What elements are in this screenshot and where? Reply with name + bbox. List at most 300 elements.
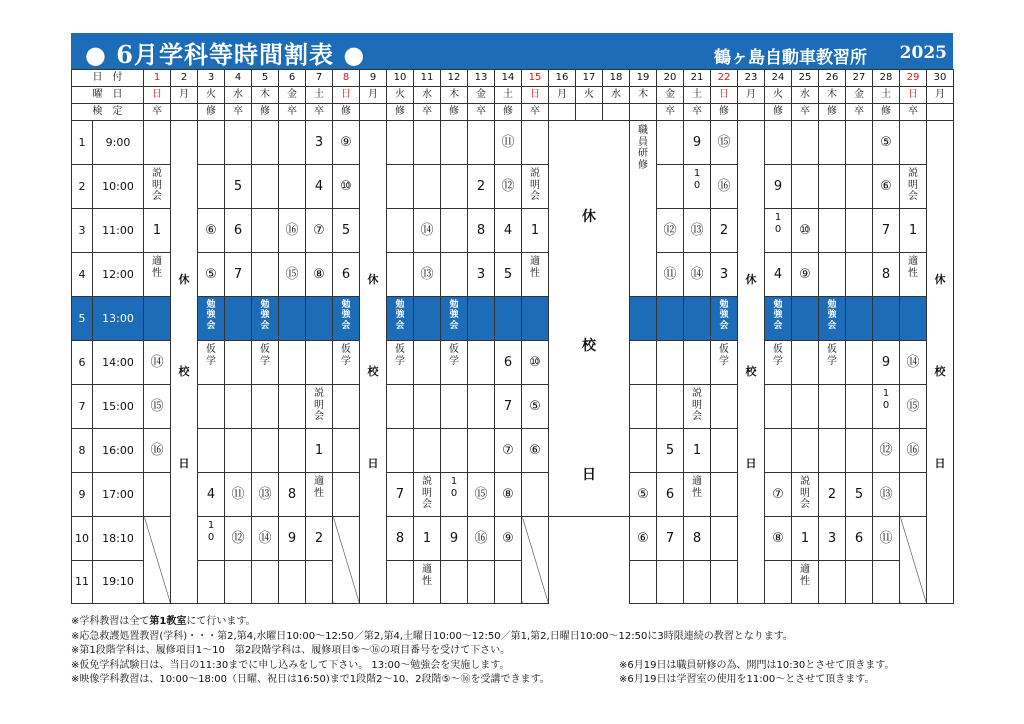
closed-day-30 xyxy=(927,121,954,604)
lesson-cell xyxy=(522,473,549,517)
timetable-page xyxy=(71,33,953,604)
lesson-label: 仮学 xyxy=(449,344,459,367)
lesson-cell xyxy=(873,209,900,253)
period-number: 9 xyxy=(72,473,93,517)
weekdays-cell: 火 xyxy=(576,87,603,104)
closed-label: 校 xyxy=(745,364,757,378)
lesson-label: 説明会 xyxy=(908,168,918,202)
lesson-cell xyxy=(279,429,306,473)
weekdays-cell: 土 xyxy=(873,87,900,104)
lesson-cell xyxy=(819,341,846,385)
lesson-cell xyxy=(495,297,522,341)
lesson-cell xyxy=(819,253,846,297)
lesson-label: 4 xyxy=(314,178,324,194)
lesson-cell xyxy=(819,517,846,561)
lesson-cell xyxy=(333,165,360,209)
lesson-cell xyxy=(657,429,684,473)
lesson-label: ⑩ xyxy=(529,354,541,370)
lesson-cell xyxy=(846,341,873,385)
period-row xyxy=(72,561,954,604)
lesson-cell xyxy=(711,473,738,517)
dates-cell: 11 xyxy=(414,70,441,87)
weekdays-cell: 水 xyxy=(414,87,441,104)
exams-cell: 修 xyxy=(387,104,414,121)
lesson-cell xyxy=(441,165,468,209)
lesson-label: ⑮ xyxy=(285,266,299,282)
period-time: 11:00 xyxy=(93,209,144,253)
dates-cell: 1 xyxy=(144,70,171,87)
dates-cell: 27 xyxy=(846,70,873,87)
lesson-label: 3 xyxy=(827,530,837,546)
closed-label: 休 xyxy=(367,272,379,286)
lesson-cell xyxy=(468,121,495,165)
lesson-label: 勉強会 xyxy=(206,300,216,331)
exams-cell: 修 xyxy=(765,104,792,121)
lesson-cell xyxy=(657,165,684,209)
lesson-label: 適性 xyxy=(530,256,540,279)
lesson-cell xyxy=(873,561,900,604)
title-bar xyxy=(71,33,953,69)
lesson-cell xyxy=(441,209,468,253)
lesson-label: 説明会 xyxy=(800,476,810,510)
weekdays-cell: 木 xyxy=(819,87,846,104)
lesson-label: ⑭ xyxy=(258,530,272,546)
lesson-cell xyxy=(846,165,873,209)
lesson-cell xyxy=(900,209,927,253)
lesson-cell xyxy=(468,341,495,385)
lesson-cell xyxy=(306,517,333,561)
lesson-cell xyxy=(495,429,522,473)
dates-cell: 3 xyxy=(198,70,225,87)
lesson-label: ⑬ xyxy=(879,486,893,502)
lesson-cell xyxy=(441,297,468,341)
lesson-label: ⑥ xyxy=(529,442,541,458)
lesson-label: 5 xyxy=(503,266,513,282)
lesson-cell xyxy=(711,561,738,604)
lesson-label: 仮学 xyxy=(719,344,729,367)
lesson-cell xyxy=(765,341,792,385)
dates-cell: 20 xyxy=(657,70,684,87)
lesson-cell xyxy=(387,385,414,429)
closed-label: 校 xyxy=(178,364,190,378)
dates-cell: 9 xyxy=(360,70,387,87)
note-staff-training: ※6月19日は職員研修の為、開門は10:30とさせて頂きます。 xyxy=(619,659,895,671)
dates-cell: 12 xyxy=(441,70,468,87)
lesson-label: 勉強会 xyxy=(827,300,837,331)
lesson-cell xyxy=(495,385,522,429)
lesson-cell xyxy=(225,385,252,429)
lesson-label: 7 xyxy=(503,398,513,414)
lesson-cell xyxy=(684,385,711,429)
lesson-label: ⑭ xyxy=(906,354,920,370)
lesson-label: ⑧ xyxy=(772,530,784,546)
lesson-cell xyxy=(252,473,279,517)
closed-label: 日 xyxy=(934,456,946,470)
lesson-label: ⑤ xyxy=(637,486,649,502)
exams-cell xyxy=(603,104,630,121)
weekdays-cell: 木 xyxy=(630,87,657,104)
lesson-label: ⑧ xyxy=(502,486,514,502)
lesson-cell xyxy=(900,473,927,517)
lesson-cell xyxy=(711,297,738,341)
lesson-label: 仮学 xyxy=(395,344,405,367)
staff-training-label: 職員研修 xyxy=(638,125,648,171)
lesson-label: ⑮ xyxy=(906,398,920,414)
lesson-cell xyxy=(819,209,846,253)
lesson-label: 1 xyxy=(692,442,702,458)
lesson-cell xyxy=(198,473,225,517)
weekdays-cell: 月 xyxy=(549,87,576,104)
lesson-cell xyxy=(252,561,279,604)
staff-training-cell xyxy=(630,121,657,297)
period-row xyxy=(72,341,954,385)
period-time: 18:10 xyxy=(93,517,144,561)
lesson-cell xyxy=(657,561,684,604)
lesson-cell xyxy=(252,209,279,253)
lesson-cell xyxy=(198,165,225,209)
lesson-cell xyxy=(225,121,252,165)
lesson-cell xyxy=(225,517,252,561)
lesson-cell xyxy=(279,517,306,561)
lesson-cell xyxy=(387,429,414,473)
note-video: ※映像学科教習は、10:00～18:00（日曜、祝日は16:50)まで1段階2～10、2段階⑤～⑯を受講できます。 ※6月19日は学習室の使用を11:00～とさせて頂きます。 xyxy=(71,673,793,688)
dates-cell: 6 xyxy=(279,70,306,87)
period-time: 10:00 xyxy=(93,165,144,209)
lesson-label: ⑩ xyxy=(799,222,811,238)
lesson-cell xyxy=(522,209,549,253)
lesson-cell xyxy=(495,473,522,517)
lesson-cell xyxy=(711,209,738,253)
lesson-cell xyxy=(522,341,549,385)
dates-cell: 13 xyxy=(468,70,495,87)
weekdays-cell: 金 xyxy=(468,87,495,104)
lesson-cell xyxy=(414,341,441,385)
lesson-cell xyxy=(846,561,873,604)
weekdays-cell: 金 xyxy=(657,87,684,104)
lesson-cell xyxy=(414,209,441,253)
lesson-cell xyxy=(144,121,171,165)
lesson-cell xyxy=(765,561,792,604)
note-study-room: ※6月19日は学習室の使用を11:00～とさせて頂きます。 xyxy=(619,674,875,686)
lesson-cell xyxy=(495,341,522,385)
lesson-cell xyxy=(306,429,333,473)
lesson-label: 仮学 xyxy=(773,344,783,367)
lesson-label: 7 xyxy=(395,486,405,502)
lesson-label: 3 xyxy=(476,266,486,282)
exams-cell xyxy=(171,104,198,121)
lesson-label: 8 xyxy=(395,530,405,546)
lesson-cell xyxy=(684,341,711,385)
lesson-cell xyxy=(198,341,225,385)
lesson-cell xyxy=(873,517,900,561)
lesson-label: 仮学 xyxy=(827,344,837,367)
lesson-label: ⑫ xyxy=(231,530,245,546)
dates-cell: 16 xyxy=(549,70,576,87)
date-row xyxy=(72,70,954,87)
lesson-cell xyxy=(900,121,927,165)
lesson-cell xyxy=(873,297,900,341)
closed-day-2 xyxy=(171,121,198,604)
lesson-cell xyxy=(684,561,711,604)
lesson-label: 仮学 xyxy=(341,344,351,367)
lesson-cell xyxy=(144,385,171,429)
lesson-label: 適性 xyxy=(908,256,918,279)
lesson-label: 9 xyxy=(449,530,459,546)
closed-block xyxy=(549,121,630,517)
period-time: 16:00 xyxy=(93,429,144,473)
lesson-label: 10 xyxy=(450,476,458,499)
exams-cell xyxy=(630,104,657,121)
lesson-label: 3 xyxy=(719,266,729,282)
lesson-cell xyxy=(468,297,495,341)
lesson-cell xyxy=(414,429,441,473)
exams-cell: 修 xyxy=(495,104,522,121)
lesson-cell xyxy=(225,165,252,209)
lesson-cell xyxy=(468,253,495,297)
lesson-cell xyxy=(765,209,792,253)
lesson-cell xyxy=(144,165,171,209)
lesson-cell xyxy=(495,209,522,253)
lesson-label: 2 xyxy=(827,486,837,502)
lesson-cell xyxy=(414,165,441,209)
lesson-cell xyxy=(468,517,495,561)
period-number: 2 xyxy=(72,165,93,209)
lesson-cell xyxy=(306,341,333,385)
lesson-label: ⑥ xyxy=(205,222,217,238)
lesson-label: 勉強会 xyxy=(341,300,351,331)
lesson-cell xyxy=(657,385,684,429)
lesson-cell xyxy=(441,341,468,385)
lesson-label: 適性 xyxy=(422,564,432,587)
period-number: 6 xyxy=(72,341,93,385)
exams-cell: 卒 xyxy=(144,104,171,121)
lesson-cell xyxy=(198,297,225,341)
lesson-cell xyxy=(495,121,522,165)
dates-cell: 23 xyxy=(738,70,765,87)
lesson-cell xyxy=(225,253,252,297)
lesson-cell xyxy=(198,253,225,297)
lesson-cell xyxy=(279,165,306,209)
dates-cell: 10 xyxy=(387,70,414,87)
lesson-label: 5 xyxy=(665,442,675,458)
weekdays-cell: 土 xyxy=(684,87,711,104)
closed-label: 校 xyxy=(582,337,596,354)
lesson-label: 適性 xyxy=(800,564,810,587)
period-time: 12:00 xyxy=(93,253,144,297)
exams-cell: 卒 xyxy=(900,104,927,121)
lesson-label: ⑤ xyxy=(880,134,892,150)
lesson-cell xyxy=(657,209,684,253)
lesson-label: 説明会 xyxy=(422,476,432,510)
lesson-cell xyxy=(144,341,171,385)
weekday-row xyxy=(72,87,954,104)
note-stages: ※第1段階学科は、履修項目1～10 第2段階学科は、履修項目⑤～⑯の項目番号を受けて下さい。 xyxy=(71,645,511,657)
lesson-cell xyxy=(441,253,468,297)
lesson-label: ⑦ xyxy=(313,222,325,238)
closed-label: 休 xyxy=(934,272,946,286)
lesson-cell xyxy=(144,253,171,297)
exams-cell: 卒 xyxy=(792,104,819,121)
lesson-cell xyxy=(495,253,522,297)
row-label-exam: 検 定 xyxy=(72,104,144,121)
weekdays-cell: 金 xyxy=(279,87,306,104)
lesson-cell xyxy=(900,341,927,385)
lesson-cell xyxy=(765,297,792,341)
lesson-cell xyxy=(225,561,252,604)
lesson-cell xyxy=(684,297,711,341)
lesson-cell xyxy=(873,121,900,165)
lesson-cell xyxy=(468,209,495,253)
lesson-cell xyxy=(630,517,657,561)
lesson-cell xyxy=(279,209,306,253)
lesson-label: 4 xyxy=(503,222,513,238)
weekdays-cell: 日 xyxy=(711,87,738,104)
lesson-cell xyxy=(846,385,873,429)
lesson-cell xyxy=(792,341,819,385)
lesson-cell xyxy=(684,429,711,473)
lesson-cell xyxy=(144,429,171,473)
lesson-cell xyxy=(819,429,846,473)
lesson-cell xyxy=(252,253,279,297)
weekdays-cell: 土 xyxy=(306,87,333,104)
lesson-cell xyxy=(333,473,360,517)
lesson-cell xyxy=(711,385,738,429)
lesson-label: ⑩ xyxy=(340,178,352,194)
dates-cell: 28 xyxy=(873,70,900,87)
lesson-cell xyxy=(792,385,819,429)
lesson-cell xyxy=(765,253,792,297)
closed-label: 校 xyxy=(934,364,946,378)
lesson-label: 6 xyxy=(503,354,513,370)
lesson-cell xyxy=(792,561,819,604)
lesson-label: ⑨ xyxy=(502,530,514,546)
period-row xyxy=(72,297,954,341)
lesson-label: 1 xyxy=(800,530,810,546)
lesson-label: 3 xyxy=(314,134,324,150)
lesson-cell xyxy=(792,517,819,561)
lesson-label: ⑬ xyxy=(258,486,272,502)
lesson-label: 適性 xyxy=(152,256,162,279)
period-number: 5 xyxy=(72,297,93,341)
lesson-label: ⑯ xyxy=(717,178,731,194)
period-number: 11 xyxy=(72,561,93,604)
lesson-cell xyxy=(468,165,495,209)
lesson-cell xyxy=(873,473,900,517)
closed-label: 日 xyxy=(745,456,757,470)
lesson-cell xyxy=(765,121,792,165)
page-title: ● 6月学科等時間割表 ● xyxy=(85,40,366,69)
lesson-cell xyxy=(279,385,306,429)
lesson-cell xyxy=(198,209,225,253)
school-name: 鶴ヶ島自動車教習所 xyxy=(714,48,867,68)
exams-cell xyxy=(738,104,765,121)
lesson-cell xyxy=(657,341,684,385)
lesson-label: 9 xyxy=(287,530,297,546)
lesson-cell xyxy=(387,473,414,517)
lesson-cell xyxy=(792,253,819,297)
dates-cell: 25 xyxy=(792,70,819,87)
lesson-cell xyxy=(225,297,252,341)
lesson-label: ⑮ xyxy=(150,398,164,414)
closed-label: 校 xyxy=(367,364,379,378)
exams-cell: 卒 xyxy=(846,104,873,121)
closed-label: 日 xyxy=(582,466,596,483)
lesson-cell xyxy=(684,121,711,165)
lesson-cell xyxy=(306,253,333,297)
lesson-cell xyxy=(522,297,549,341)
lesson-cell xyxy=(387,121,414,165)
lesson-label: 適性 xyxy=(692,476,702,499)
lesson-label: ⑥ xyxy=(880,178,892,194)
lesson-cell xyxy=(333,429,360,473)
lesson-cell xyxy=(306,209,333,253)
lesson-label: 仮学 xyxy=(260,344,270,367)
closed-label: 休 xyxy=(582,208,596,225)
dates-cell: 26 xyxy=(819,70,846,87)
lesson-label: 説明会 xyxy=(692,388,702,422)
lesson-label: ⑫ xyxy=(663,222,677,238)
unavailable-cell xyxy=(900,517,927,604)
lesson-cell xyxy=(333,385,360,429)
lesson-label: ⑯ xyxy=(906,442,920,458)
lesson-label: ⑫ xyxy=(501,178,515,194)
lesson-cell xyxy=(144,297,171,341)
lesson-label: ⑨ xyxy=(340,134,352,150)
lesson-label: ⑯ xyxy=(474,530,488,546)
closed-day-9 xyxy=(360,121,387,604)
lesson-cell xyxy=(873,341,900,385)
lesson-cell xyxy=(333,341,360,385)
lesson-cell xyxy=(873,165,900,209)
period-number: 10 xyxy=(72,517,93,561)
dates-cell: 7 xyxy=(306,70,333,87)
lesson-cell xyxy=(306,121,333,165)
lesson-cell xyxy=(279,473,306,517)
weekdays-cell: 木 xyxy=(441,87,468,104)
lesson-label: 7 xyxy=(233,266,243,282)
lesson-cell xyxy=(765,429,792,473)
exams-cell: 卒 xyxy=(279,104,306,121)
period-row xyxy=(72,253,954,297)
lesson-cell xyxy=(225,209,252,253)
weekdays-cell: 火 xyxy=(765,87,792,104)
lesson-cell xyxy=(333,253,360,297)
lesson-label: 1 xyxy=(530,222,540,238)
lesson-label: 2 xyxy=(476,178,486,194)
weekdays-cell: 水 xyxy=(225,87,252,104)
lesson-label: 勉強会 xyxy=(719,300,729,331)
lesson-cell xyxy=(306,473,333,517)
lesson-cell xyxy=(333,121,360,165)
lesson-label: 7 xyxy=(881,222,891,238)
lesson-cell xyxy=(495,561,522,604)
exams-cell: 修 xyxy=(441,104,468,121)
lesson-label: 6 xyxy=(341,266,351,282)
dates-cell: 17 xyxy=(576,70,603,87)
lesson-cell xyxy=(441,385,468,429)
lesson-label: 8 xyxy=(476,222,486,238)
lesson-cell xyxy=(414,561,441,604)
lesson-cell xyxy=(279,561,306,604)
lesson-label: ⑯ xyxy=(285,222,299,238)
dates-cell: 21 xyxy=(684,70,711,87)
lesson-label: 5 xyxy=(341,222,351,238)
lesson-cell xyxy=(846,121,873,165)
period-time: 15:00 xyxy=(93,385,144,429)
lesson-label: ⑬ xyxy=(420,266,434,282)
dates-cell: 22 xyxy=(711,70,738,87)
lesson-cell xyxy=(522,253,549,297)
